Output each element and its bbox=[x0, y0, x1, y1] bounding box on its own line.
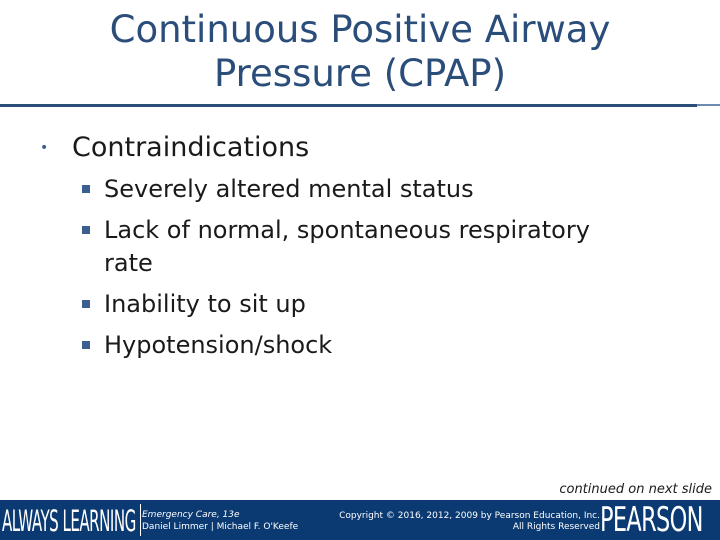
square-bullet-icon bbox=[82, 185, 90, 193]
title-underline bbox=[0, 104, 697, 107]
square-bullet-icon bbox=[82, 300, 90, 308]
title-underline-end bbox=[697, 104, 720, 106]
bullet-item: Severely altered mental status bbox=[104, 175, 474, 203]
bullet-item: Lack of normal, spontaneous respiratory bbox=[104, 216, 590, 244]
bullet-dot-icon: • bbox=[40, 140, 49, 156]
book-title: Emergency Care, 13e bbox=[142, 510, 240, 520]
copyright-line: Copyright © 2016, 2012, 2009 by Pearson Education, Inc. bbox=[339, 511, 600, 521]
slide-title-line-2: Pressure (CPAP) bbox=[213, 52, 507, 95]
bullet-item-continuation: rate bbox=[104, 249, 153, 277]
slide-title-line-1: Continuous Positive Airway bbox=[109, 8, 611, 51]
book-info bbox=[142, 509, 298, 533]
heading-contraindications: Contraindications bbox=[72, 132, 310, 163]
footer-divider bbox=[140, 504, 141, 536]
bullet-item: Inability to sit up bbox=[104, 290, 306, 318]
pearson-logo: PEARSON bbox=[600, 500, 703, 540]
bullet-item: Hypotension/shock bbox=[104, 331, 333, 359]
square-bullet-icon bbox=[82, 226, 90, 234]
always-learning-logo: ALWAYS LEARNING bbox=[2, 504, 136, 538]
continued-note: continued on next slide bbox=[559, 482, 712, 497]
footer-bar bbox=[0, 500, 720, 540]
square-bullet-icon bbox=[82, 341, 90, 349]
rights-line: All Rights Reserved bbox=[512, 522, 600, 532]
book-authors: Daniel Limmer | Michael F. O'Keefe bbox=[142, 522, 299, 532]
copyright-notice bbox=[330, 511, 600, 533]
slide-title bbox=[0, 8, 720, 96]
